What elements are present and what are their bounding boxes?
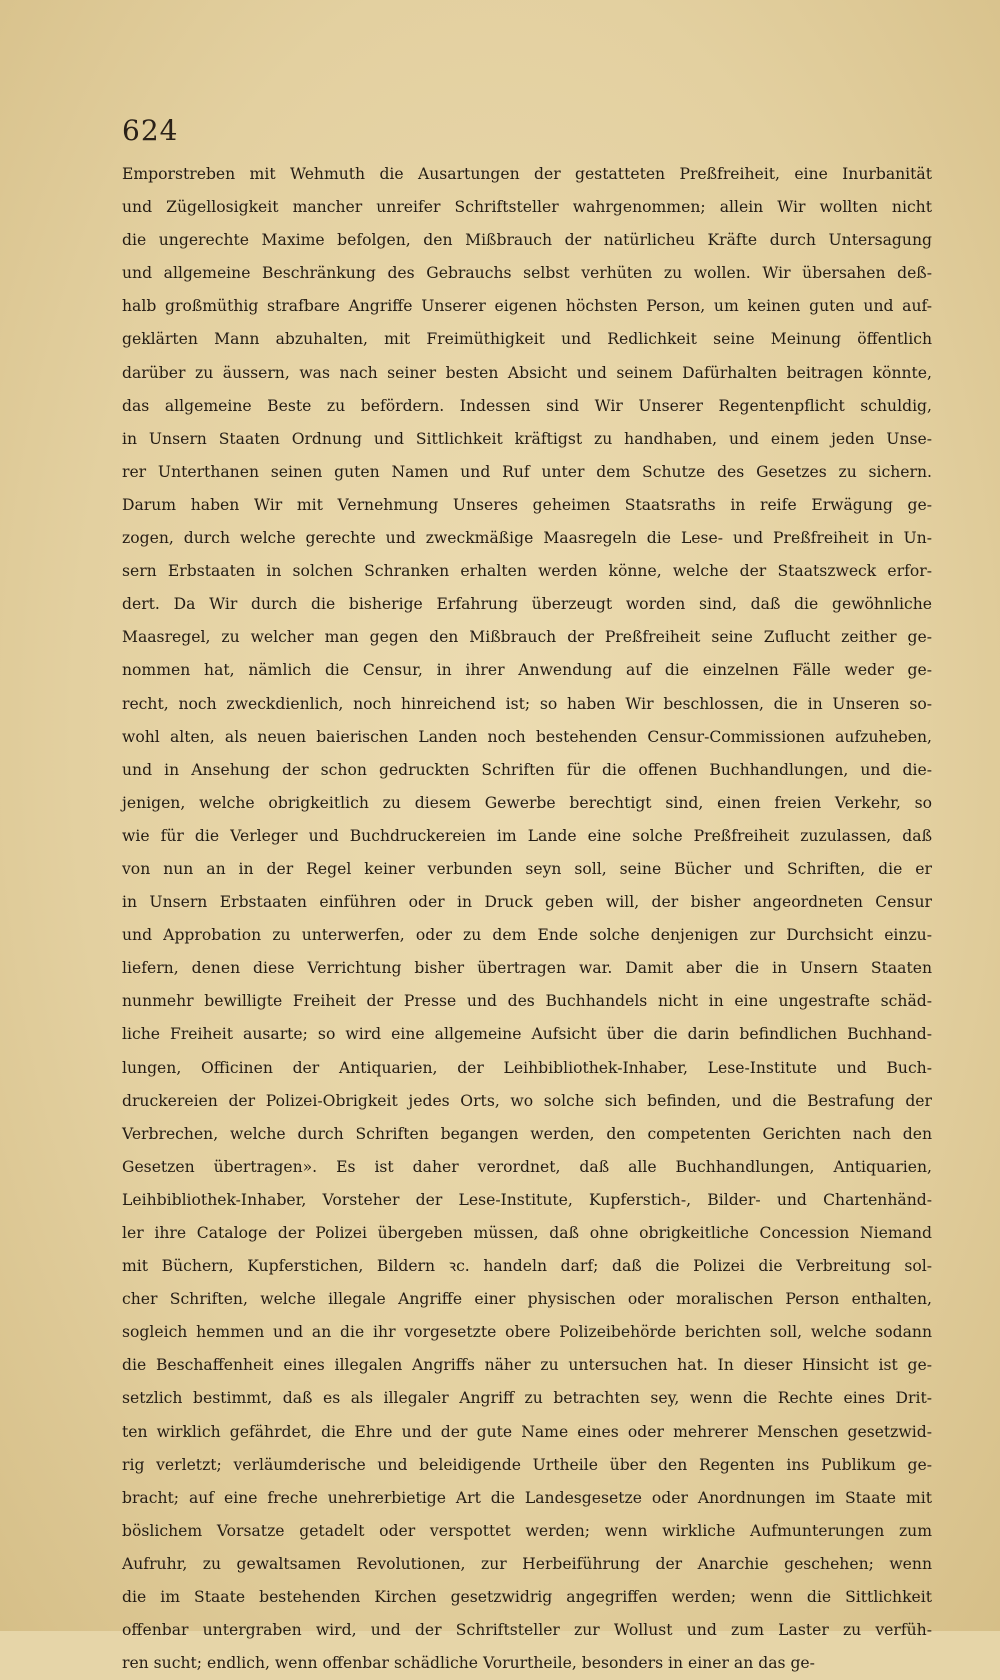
text-line: ten wirklich gefährdet, die Ehre und der gute Name eines oder mehrerer Menschen gesetzwid- — [122, 1422, 932, 1441]
text-line: in Unsern Staaten Ordnung und Sittlichkeit kräftigst zu handhaben, und einem jeden Unse- — [122, 429, 932, 448]
text-line: dert. Da Wir durch die bisherige Erfahrung überzeugt worden sind, daß die gewöhnliche — [122, 595, 932, 614]
text-line: von nun an in der Regel keiner verbunden seyn soll, seine Bücher und Schriften, die er — [122, 859, 932, 878]
text-line: halb großmüthig strafbare Angriffe Unserer eigenen höchsten Person, um keinen guten und auf- — [122, 297, 932, 316]
text-line: setzlich bestimmt, daß es als illegaler Angriff zu betrachten sey, wenn die Rechte eines Drit- — [122, 1389, 932, 1408]
text-line: nommen hat, nämlich die Censur, in ihrer Anwendung auf die einzelnen Fälle weder ge- — [122, 661, 932, 680]
text-line: böslichem Vorsatze getadelt oder verspottet werden; wenn wirkliche Aufmunterungen zum — [122, 1521, 932, 1540]
text-line: offenbar untergraben wird, und der Schriftsteller zur Wollust und zum Laster zu verfüh- — [122, 1621, 932, 1640]
text-line: ler ihre Cataloge der Polizei übergeben müssen, daß ohne obrigkeitliche Concession Niemand — [122, 1224, 932, 1242]
text-line: Emporstreben mit Wehmuth die Ausartungen der gestatteten Preßfreiheit, eine Inurbanität — [122, 165, 932, 183]
text-line: geklärten Mann abzuhalten, mit Freimüthigkeit und Redlichkeit seine Meinung öffentlich — [122, 330, 932, 349]
text-line: mit Büchern, Kupferstichen, Bildern ꝛc. handeln darf; daß die Polizei die Verbreitung sol- — [122, 1257, 932, 1276]
text-line: zogen, durch welche gerechte und zweckmäßige Maasregeln die Lese- und Preßfreiheit in Un- — [122, 529, 932, 548]
text-line: die ungerechte Maxime befolgen, den Mißbrauch der natürlicheu Kräfte durch Untersagung — [122, 231, 932, 250]
text-line: Verbrechen, welche durch Schriften begangen werden, den competenten Gerichten nach den — [122, 1124, 932, 1143]
text-line: sern Erbstaaten in solchen Schranken erhalten werden könne, welche der Staatszweck erfor- — [122, 562, 932, 581]
text-line: liefern, denen diese Verrichtung bisher übertragen war. Damit aber die in Unsern Staaten — [122, 959, 932, 978]
text-line: jenigen, welche obrigkeitlich zu diesem Gewerbe berechtigt sind, einen freien Verkehr, so — [122, 793, 932, 812]
text-line: nunmehr bewilligte Freiheit der Presse und des Buchhandels nicht in eine ungestrafte schäd- — [122, 992, 932, 1011]
text-line: cher Schriften, welche illegale Angriffe einer physischen oder moralischen Person enthalten, — [122, 1290, 932, 1309]
text-line: und in Ansehung der schon gedruckten Schriften für die offenen Buchhandlungen, und die- — [122, 760, 932, 779]
text-line: und Approbation zu unterwerfen, oder zu dem Ende solche denjenigen zur Durchsicht einzu- — [122, 926, 932, 945]
text-line: das allgemeine Beste zu befördern. Indessen sind Wir Unserer Regentenpflicht schuldig, — [122, 396, 932, 415]
body-text — [122, 158, 932, 1680]
text-line: Maasregel, zu welcher man gegen den Mißbrauch der Preßfreiheit seine Zuflucht zeither ge- — [122, 628, 932, 647]
text-line: rer Unterthanen seinen guten Namen und Ruf unter dem Schutze des Gesetzes zu sichern. — [122, 462, 932, 481]
text-line: wie für die Verleger und Buchdruckereien im Lande eine solche Preßfreiheit zuzulassen, daß — [122, 826, 932, 845]
text-line: druckereien der Polizei-Obrigkeit jedes Orts, wo solche sich befinden, und die Bestrafung der — [122, 1091, 932, 1110]
text-line: sogleich hemmen und an die ihr vorgesetzte obere Polizeibehörde berichten soll, welche sodann — [122, 1323, 932, 1342]
text-line: und allgemeine Beschränkung des Gebrauchs selbst verhüten zu wollen. Wir übersahen deß- — [122, 264, 932, 283]
text-line: darüber zu äussern, was nach seiner besten Absicht und seinem Dafürhalten beitragen könnte, — [122, 363, 932, 382]
text-line: die im Staate bestehenden Kirchen gesetzwidrig angegriffen werden; wenn die Sittlichkeit — [122, 1588, 932, 1607]
text-line: liche Freiheit ausarte; so wird eine allgemeine Aufsicht über die darin befindlichen Buchhand- — [122, 1025, 932, 1044]
text-line: Darum haben Wir mit Vernehmung Unseres geheimen Staatsraths in reife Erwägung ge- — [122, 495, 932, 514]
text-line: recht, noch zweckdienlich, noch hinreichend ist; so haben Wir beschlossen, die in Unseren so- — [122, 694, 932, 713]
text-line: in Unsern Erbstaaten einführen oder in Druck geben will, der bisher angeordneten Censur — [122, 893, 932, 912]
text-line: und Zügellosigkeit mancher unreifer Schriftsteller wahrgenommen; allein Wir wollten nicht — [122, 198, 932, 217]
text-line: bracht; auf eine freche unehrerbietige Art die Landesgesetze oder Anordnungen im Staate mit — [122, 1488, 932, 1507]
text-line: Gesetzen übertragen». Es ist daher verordnet, daß alle Buchhandlungen, Antiquarien, — [122, 1157, 932, 1176]
text-line: rig verletzt; verläumderische und beleidigende Urtheile über den Regenten ins Publikum ge- — [122, 1455, 932, 1474]
text-line: lungen, Officinen der Antiquarien, der Leihbibliothek-Inhaber, Lese-Institute und Buch- — [122, 1058, 932, 1077]
text-line: Leihbibliothek-Inhaber, Vorsteher der Lese-Institute, Kupferstich-, Bilder- und Chartenhänd- — [122, 1190, 932, 1209]
text-line: die Beschaffenheit eines illegalen Angriffs näher zu untersuchen hat. In dieser Hinsicht ist ge- — [122, 1356, 932, 1375]
text-line: Aufruhr, zu gewaltsamen Revolutionen, zur Herbeiführung der Anarchie geschehen; wenn — [122, 1554, 932, 1573]
page-number: 624 — [122, 114, 179, 147]
text-line: wohl alten, als neuen baierischen Landen noch bestehenden Censur-Commissionen aufzuheben, — [122, 727, 932, 746]
text-line: ren sucht; endlich, wenn offenbar schädliche Vorurtheile, besonders in einer an das ge- — [122, 1654, 815, 1673]
